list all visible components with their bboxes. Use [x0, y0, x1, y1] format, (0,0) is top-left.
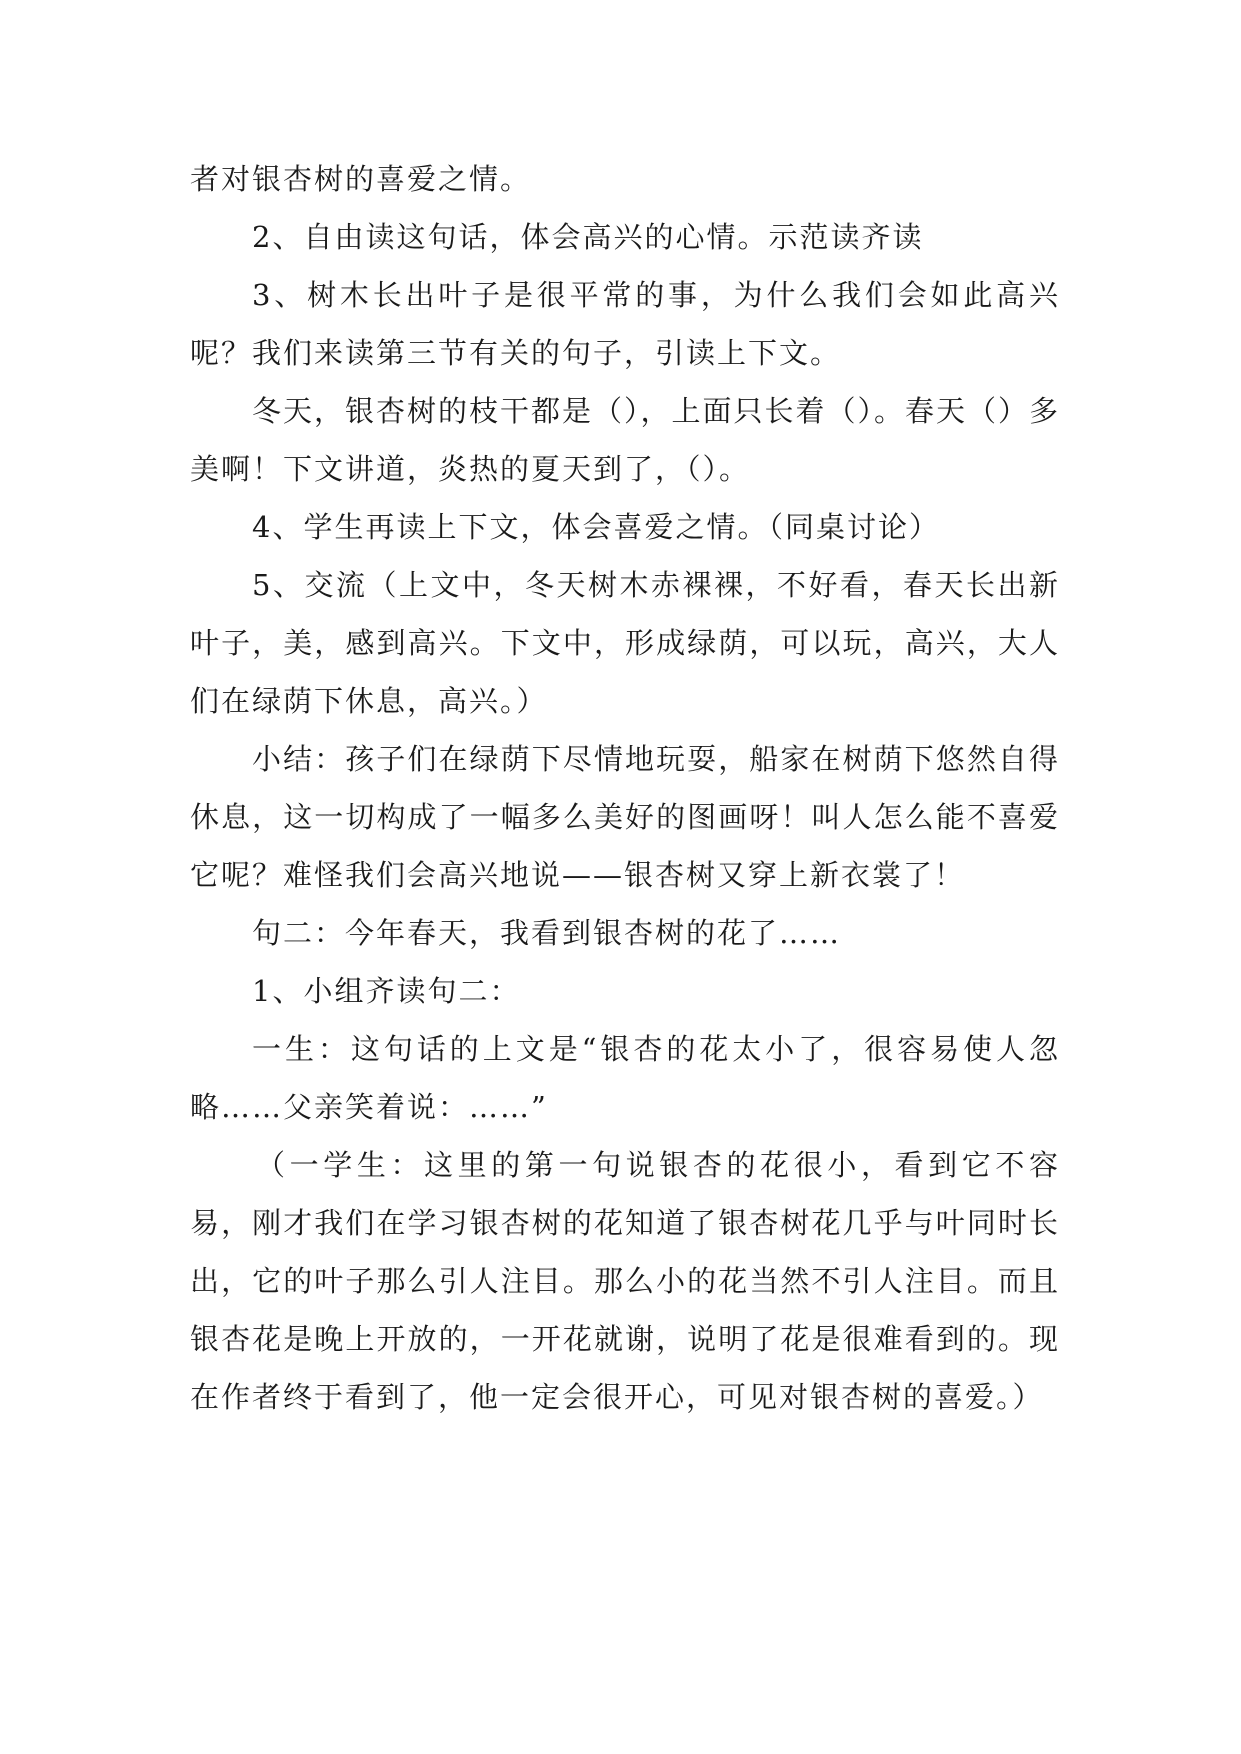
document-page: [190, 150, 1060, 1426]
paragraph-sentence-two: 句二：今年春天，我看到银杏树的花了……: [252, 916, 842, 950]
paragraph-fill-blanks: 冬天，银杏树的枝干都是（），上面只长着（）。春天（）多美啊！下文讲道，炎热的夏天到了，（）。: [190, 394, 1061, 486]
paragraph-step-3: 3、树木长出叶子是很平常的事，为什么我们会如此高兴呢？我们来读第三节有关的句子，引读上下文。: [190, 278, 1060, 370]
paragraph-group-reading: 1、小组齐读句二：: [252, 974, 521, 1008]
paragraph-step-5: 5、交流（上文中，冬天树木赤裸裸，不好看，春天长出新叶子，美，感到高兴。下文中，形成绿荫，可以玩，高兴，大人们在绿荫下休息，高兴。）: [190, 568, 1060, 718]
paragraph-continuation: 者对银杏树的喜爱之情。: [190, 162, 532, 196]
paragraph-summary: 小结：孩子们在绿荫下尽情地玩耍，船家在树荫下悠然自得休息，这一切构成了一幅多么美好的图画呀！叫人怎么能不喜爱它呢？难怪我们会高兴地说——银杏树又穿上新衣裳了！: [190, 742, 1060, 892]
paragraph-step-2: 2、自由读这句话，体会高兴的心情。示范读齐读: [252, 220, 924, 254]
paragraph-student-explanation: （一学生：这里的第一句说银杏的花很小，看到它不容易，刚才我们在学习银杏树的花知道了银杏树花几乎与叶同时长出，它的叶子那么引人注目。那么小的花当然不引人注目。而且银杏花是晚上开放的，一开花就谢，说明了花是很难看到的。现在作者终于看到了，他一定会很开心，可见对银杏树的喜爱。）: [190, 1148, 1060, 1414]
paragraph-student-one: 一生：这句话的上文是“银杏的花太小了，很容易使人忽略……父亲笑着说：……”: [190, 1032, 1060, 1124]
paragraph-step-4: 4、学生再读上下文，体会喜爱之情。（同桌讨论）: [252, 510, 940, 544]
